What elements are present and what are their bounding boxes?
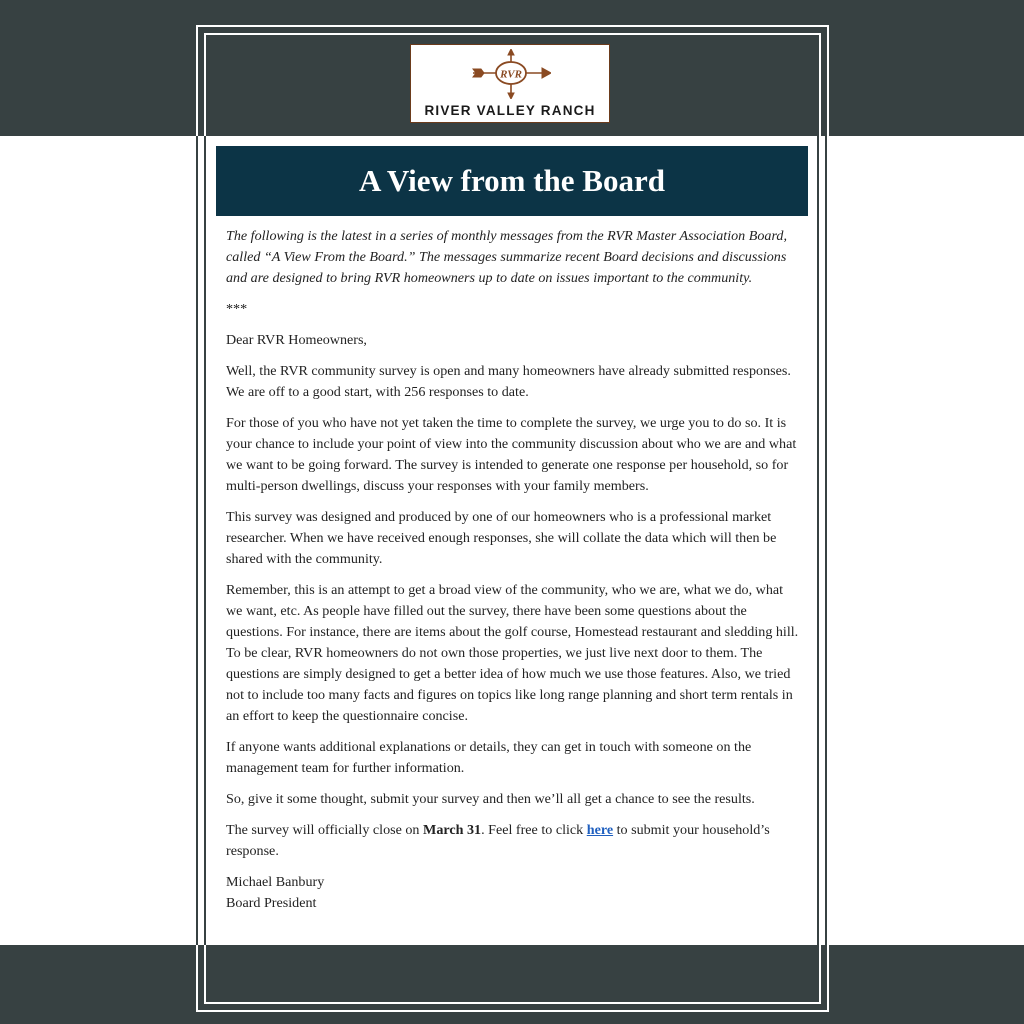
closing-text: . Feel free to click (481, 822, 587, 838)
body-paragraph: So, give it some thought, submit your survey and then we’ll all get a chance to see the results. (226, 791, 755, 807)
body-paragraph: This survey was designed and produced by one of our homeowners who is a professional market researcher. When we have received enough responses, she will collate the data which will then be shared with the community. (226, 509, 777, 567)
signature-name: Michael Banbury (226, 874, 325, 890)
river-valley-ranch-logo[interactable] (410, 44, 610, 123)
frame-line (817, 136, 819, 945)
closing-paragraph (226, 820, 800, 862)
frame-line (196, 136, 198, 945)
intro-paragraph: The following is the latest in a series of monthly messages from the RVR Master Association Board, called “A View From the Board.” The messages summarize recent Board decisions and discussions and are designed to bring RVR homeowners up to date on issues important to the community. (226, 228, 787, 286)
greeting: Dear RVR Homeowners, (226, 332, 367, 348)
title-banner (216, 146, 808, 216)
closing-text: to submit your household’s response. (226, 822, 770, 859)
page-title: A View from the Board (359, 163, 665, 198)
emblem-monogram: RVR (500, 68, 522, 81)
body-paragraph: Well, the RVR community survey is open and many homeowners have already submitted responses. We are off to a good start, with 256 responses to date. (226, 363, 791, 400)
body-paragraph: If anyone wants additional explanations or details, they can get in touch with someone on the management team for further information. (226, 739, 752, 776)
closing-text: The survey will officially close on (226, 822, 424, 838)
signature (226, 872, 800, 914)
arrow-compass-emblem-icon (471, 49, 551, 99)
frame-line (825, 136, 827, 945)
newsletter-body (226, 226, 800, 924)
close-date: March 31 (423, 822, 482, 838)
separator: *** (226, 301, 248, 317)
survey-link[interactable]: here (586, 822, 614, 838)
signature-role: Board President (226, 895, 317, 911)
frame-line (204, 136, 206, 945)
body-paragraph: For those of you who have not yet taken the time to complete the survey, we urge you to do so. It is your chance to include your point of view into the community discussion about who we are and what we want to be going forward. The survey is intended to generate one response per household, so for multi-person dwellings, discuss your responses with your family members. (226, 415, 797, 494)
logo-text: RIVER VALLEY RANCH (424, 103, 596, 118)
body-paragraph: Remember, this is an attempt to get a broad view of the community, who we are, what we do, what we want, etc. As people have filled out the survey, there have been some questions about the questions. For instance, there are items about the golf course, Homestead restaurant and sledding hill. To be clear, RVR homeowners do not own those properties, we just live next door to them. The questions are simply designed to get a better idea of how much we use those features. Also, we tried not to include too many facts and figures on topics like long range planning and short term rentals in an effort to keep the questionnaire concise. (226, 582, 799, 724)
